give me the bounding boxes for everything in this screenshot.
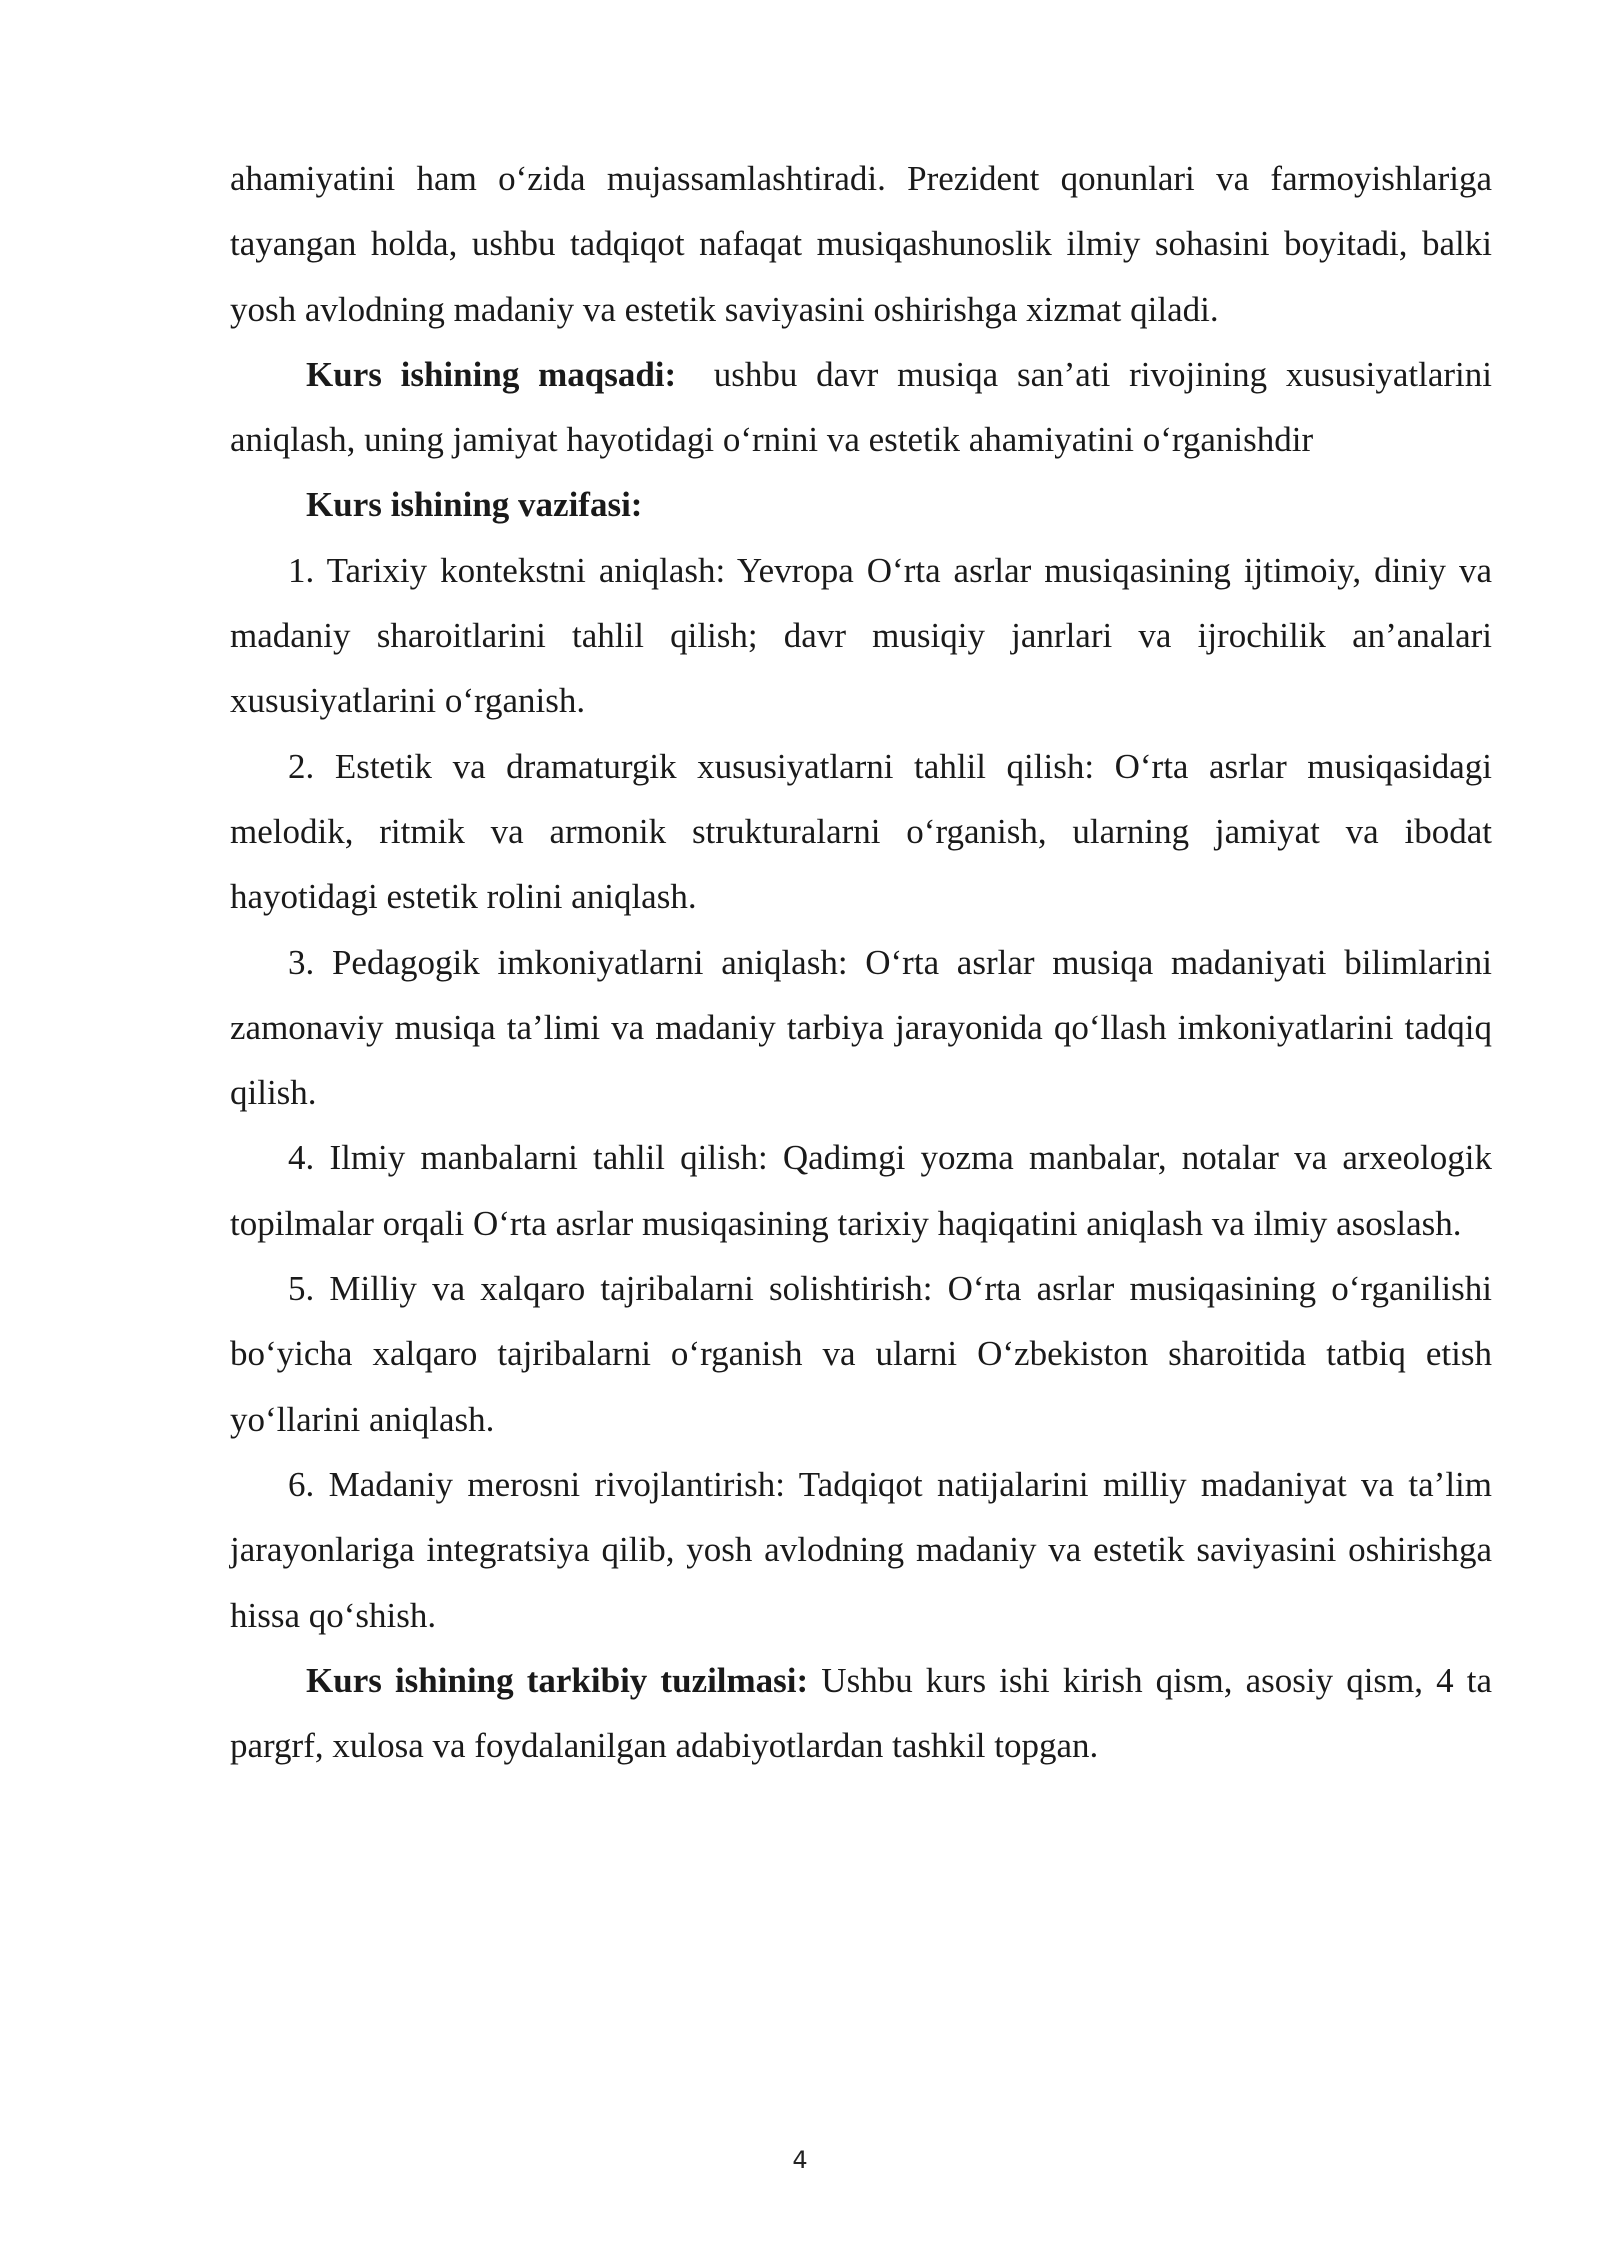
task-text: Madaniy merosni rivojlantirish: Tadqiqot natijalarini milliy madaniyat va ta’lim jarayonlariga integratsiya qilib, yosh avlodning madaniy va estetik saviyasini oshirishga hissa qo‘shish. [230,1464,1493,1635]
task-item-4 [230,1125,1492,1256]
task-text: Pedagogik imkoniyatlarni aniqlash: O‘rta asrlar musiqa madaniyati bilimlarini zamonaviy musiqa ta’limi va madaniy tarbiya jarayonida qo‘llash imkoniyatlarini tadqiq qilish. [230,942,1492,1113]
task-number: 2. [288,746,315,786]
task-number: 3. [288,942,315,982]
goal-paragraph [230,342,1501,473]
task-item-6 [230,1452,1492,1648]
task-text: Tarixiy kontekstni aniqlash: Yevropa O‘rta asrlar musiqasining ijtimoiy, diniy va madaniy sharoitlarini tahlil qilish; davr musiqiy janrlari va ijrochilik an’analari xususiyatlarini o‘rganish. [230,550,1492,721]
structure-text: Ushbu kurs ishi kirish qism, asosiy qism, 4 ta pargrf, xulosa va foydalanilgan adabiyotlardan tashkil topgan. [230,1660,1501,1766]
structure-label: Kurs ishining tarkibiy tuzilmasi: [306,1660,809,1700]
task-number: 4. [288,1138,315,1178]
task-item-2 [230,734,1492,930]
task-item-1 [230,538,1492,734]
task-text: Ilmiy manbalarni tahlil qilish: Qadimgi yozma manbalar, notalar va arxeologik topilmalar orqali O‘rta asrlar musiqasining tarixiy haqiqatini aniqlash va ilmiy asoslash. [230,1138,1493,1243]
opening-paragraph: ahamiyatini ham o‘zida mujassamlashtiradi. Prezident qonunlari va farmoyishlariga tayangan holda, ushbu tadqiqot nafaqat musiqashunoslik ilmiy sohasini boyitadi, balki yosh avlodning madaniy va estetik saviyasini oshirishga xizmat qiladi. [230,159,1492,329]
page-body [230,146,1501,1778]
task-number: 1. [288,550,315,590]
task-number: 6. [288,1464,315,1504]
task-item-3 [230,930,1492,1126]
task-text: Milliy va xalqaro tajribalarni solishtirish: O‘rta asrlar musiqasining o‘rganilishi bo‘yicha xalqaro tajribalarni o‘rganish va ularni O‘zbekiston sharoitida tatbiq etish yo‘llarini aniqlash. [230,1269,1492,1439]
task-text: Estetik va dramaturgik xususiyatlarni tahlil qilish: O‘rta asrlar musiqasidagi melodik, ritmik va armonik strukturalarni o‘rganish, ularning jamiyat va ibodat hayotidagi estetik rolini aniqlash. [230,746,1493,917]
goal-label: Kurs ishining maqsadi: [306,354,677,394]
structure-paragraph [230,1648,1501,1779]
task-number: 5. [288,1269,315,1309]
goal-text: ushbu davr musiqa san’ati rivojining xususiyatlarini aniqlash, uning jamiyat hayotidagi o‘rnini va estetik ahamiyatini o‘rganishdir [230,354,1501,460]
task-item-5 [230,1256,1492,1452]
page-number: 4 [792,2146,808,2174]
tasks-heading: Kurs ishining vazifasi: [306,485,643,525]
